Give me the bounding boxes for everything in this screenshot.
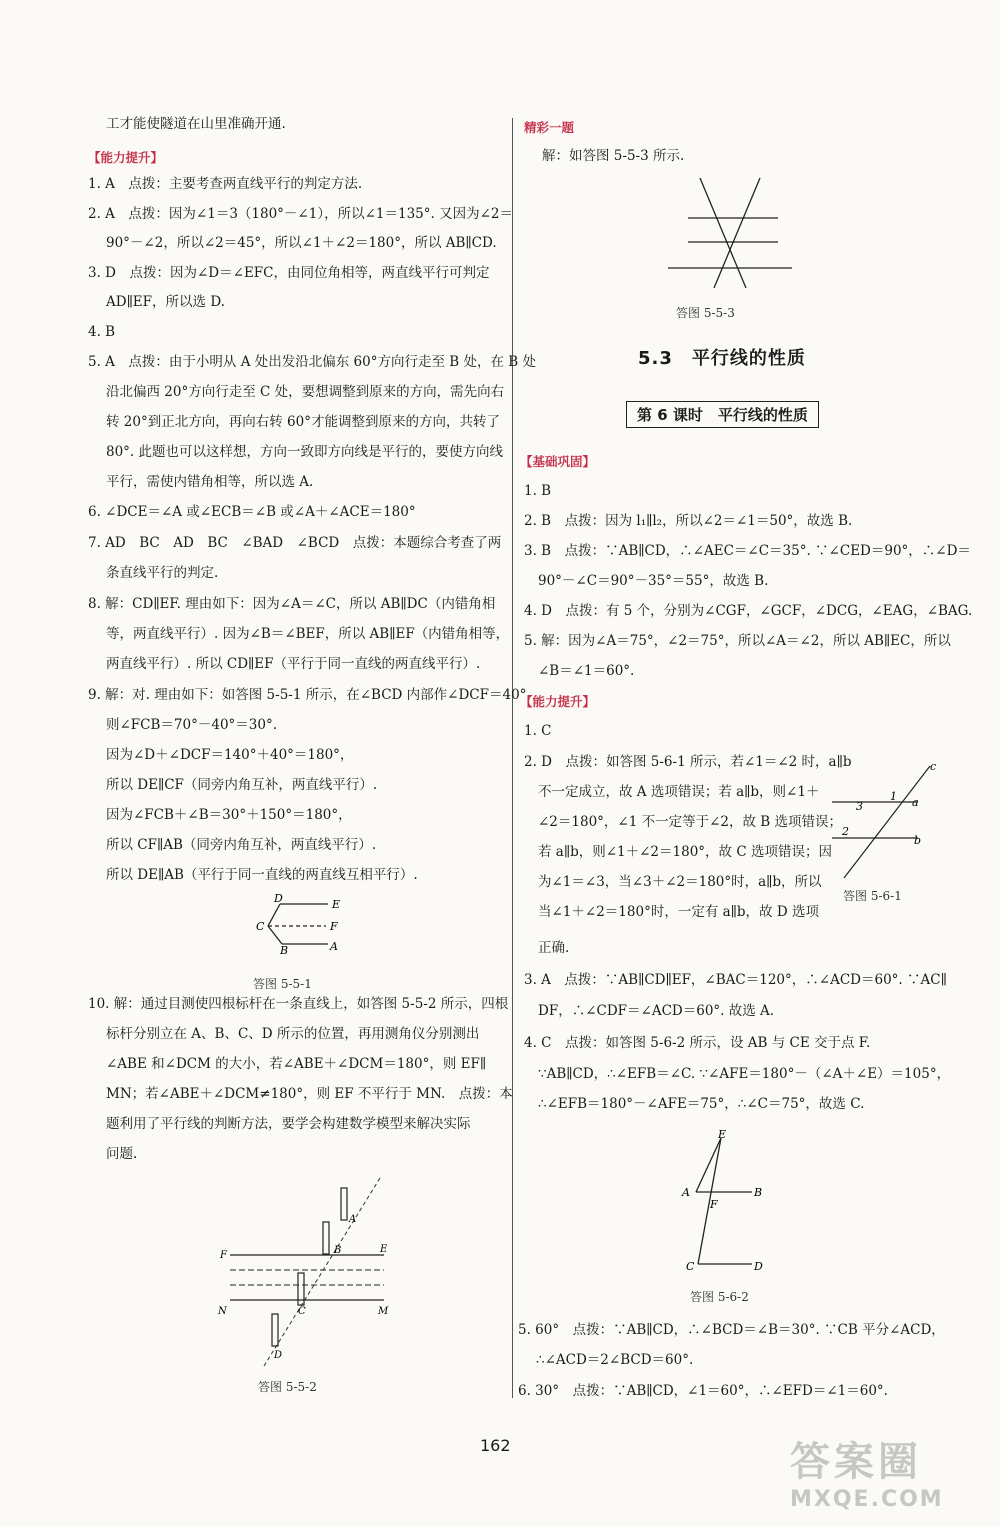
answer-3-cont: AD∥EF，所以选 D.	[106, 294, 225, 310]
answer-3: 3. A 点拨：∵AB∥CD∥EF，∠BAC＝120°，∴∠ACD＝60°. ∵AC∥	[524, 972, 947, 988]
answer-9-cont: 因为∠FCB＋∠B＝30°＋150°＝180°，	[106, 807, 352, 823]
answer-10-cont: ∠ABE 和∠DCM 的大小，若∠ABE＋∠DCM＝180°，则 EF∥	[106, 1056, 487, 1072]
answer-5: 5. A 点拨：由于小明从 A 处出发沿北偏东 60°方向行走至 B 处，在 B 处	[88, 354, 536, 370]
answer-10-cont: 标杆分别立在 A、B、C、D 所示的位置，再用测角仪分别测出	[106, 1026, 480, 1042]
label-n: N	[218, 1306, 227, 1317]
answer-10-cont: 题利用了平行线的判断方法，要学会构建数学模型来解决实际	[106, 1116, 471, 1132]
section-label-highlight: 精彩一题	[524, 120, 575, 135]
answer-10-cont: 问题.	[106, 1146, 138, 1162]
answer-6: 6. ∠DCE＝∠A 或∠ECB＝∠B 或∠A＋∠ACE＝180°	[88, 504, 416, 520]
answer-1: 1. C	[524, 723, 552, 739]
answer-1: 1. B	[524, 483, 552, 499]
figure-caption: 答图 5-6-2	[690, 1290, 749, 1304]
watermark-en: MXQE.COM	[790, 1487, 944, 1512]
label-b: b	[914, 834, 922, 847]
label-c: C	[686, 1260, 695, 1273]
answer-4-cont: ∵AB∥CD，∴∠EFB＝∠C. ∵∠AFE＝180°－（∠A＋∠E）＝105°，	[538, 1066, 951, 1082]
answer-9: 9. 解：对. 理由如下：如答图 5-5-1 所示，在∠BCD 内部作∠DCF＝40°，	[88, 687, 540, 703]
label-d: D	[274, 1350, 283, 1361]
answer-10: 10. 解：通过目测使四根标杆在一条直线上，如答图 5-5-2 所示，四根	[88, 996, 509, 1012]
sight-line	[264, 1178, 380, 1366]
answer-5: 5. 解：因为∠A＝75°，∠2＝75°，所以∠A＝∠2，所以 AB∥EC，所以	[524, 633, 951, 649]
lesson-title: 第 6 课时 平行线的性质	[626, 401, 819, 428]
answer-4: 4. B	[88, 324, 116, 340]
label-m: M	[378, 1306, 389, 1317]
answer-6: 6. 30° 点拨：∵AB∥CD，∠1＝60°，∴∠EFD＝∠1＝60°.	[518, 1383, 888, 1399]
answer-2-cont: 正确.	[538, 940, 570, 956]
section-label-basic: 【基础巩固】	[520, 454, 596, 469]
answer-8: 8. 解：CD∥EF. 理由如下：因为∠A＝∠C，所以 AB∥DC（内错角相	[88, 596, 496, 612]
line-cb	[268, 926, 282, 944]
answer-3: 3. D 点拨：因为∠D＝∠EFC，由同位角相等，两直线平行可判定	[88, 265, 490, 281]
figure-5-5-1	[250, 892, 360, 954]
answer-2-cont: 不一定成立，故 A 选项错误；若 a∥b，则∠1＋	[538, 784, 820, 800]
answer-5-cont: 沿北偏西 20°方向行走至 C 处，要想调整到原来的方向，需先向右	[106, 384, 505, 400]
answer-2: 2. A 点拨：因为∠1＝3（180°－∠1），所以∠1＝135°. 又因为∠2＝	[88, 206, 513, 222]
answer-8-cont: 等，两直线平行）. 因为∠B＝∠BEF，所以 AB∥EF（内错角相等，	[106, 626, 510, 642]
watermark-logo	[790, 1430, 990, 1522]
answer-3: 3. B 点拨：∵AB∥CD，∴∠AEC＝∠C＝35°. ∵∠CED＝90°，∴∠D＝	[524, 543, 971, 559]
answer-5-cont: 平行，需使内错角相等，所以选 A.	[106, 474, 314, 490]
angle-1-label: 1	[890, 790, 897, 803]
label-e: E	[332, 898, 341, 911]
label-f: F	[710, 1198, 718, 1211]
answer-4-cont: ∴∠EFB＝180°－∠AFE＝75°，∴∠C＝75°，故选 C.	[538, 1096, 865, 1112]
answer-5: 5. 60° 点拨：∵AB∥CD，∴∠BCD＝∠B＝30°. ∵CB 平分∠ACD，	[518, 1322, 945, 1338]
answer-2: 2. B 点拨：因为 l₁∥l₂，所以∠2＝∠1＝50°，故选 B.	[524, 513, 853, 529]
answer-4: 4. D 点拨：有 5 个，分别为∠CGF，∠GCF，∠DCG，∠EAG，∠BAG.	[524, 603, 973, 619]
label-e: E	[718, 1128, 727, 1141]
answer-2-cont: ∠2＝180°，∠1 不一定等于∠2，故 B 选项错误；	[538, 814, 843, 830]
label-d: D	[274, 892, 283, 905]
label-e: E	[380, 1244, 388, 1255]
pole-a	[341, 1188, 347, 1220]
line-dc	[268, 904, 280, 926]
answer-7: 7. AD BC AD BC ∠BAD ∠BCD 点拨：本题综合考查了两	[88, 535, 502, 551]
figure-5-6-1	[826, 758, 938, 886]
answer-5-cont: ∠B＝∠1＝60°.	[538, 663, 635, 679]
label-a: A	[682, 1186, 690, 1199]
label-f: F	[220, 1250, 227, 1261]
highlight-answer: 解：如答图 5-5-3 所示.	[542, 148, 685, 164]
answer-4: 4. C 点拨：如答图 5-6-2 所示，设 AB 与 CE 交于点 F.	[524, 1035, 871, 1051]
figure-5-5-3	[660, 170, 800, 298]
answer-9-cont: 所以 DE∥CF（同旁内角互补，两直线平行）.	[106, 777, 378, 793]
answer-3-cont: DF，∴∠CDF＝∠ACD＝60°. 故选 A.	[538, 1003, 775, 1019]
answer-3-cont: 90°－∠C＝90°－35°＝55°，故选 B.	[538, 573, 769, 589]
angle-2-label: 2	[842, 825, 849, 838]
figure-caption: 答图 5-5-2	[258, 1380, 317, 1394]
label-c: C	[298, 1306, 306, 1317]
text-line: 工才能使隧道在山里准确开通.	[106, 116, 286, 132]
answer-9-cont: 所以 CF∥AB（同旁内角互补，两直线平行）.	[106, 837, 377, 853]
angle-3-label: 3	[856, 800, 863, 813]
answer-2-cont: 若 a∥b，则∠1＋∠2＝180°，故 C 选项错误；因	[538, 844, 832, 860]
answer-8-cont: 两直线平行）. 所以 CD∥EF（平行于同一直线的两直线平行）.	[106, 656, 481, 672]
figure-caption: 答图 5-5-1	[253, 977, 312, 991]
pole-d	[272, 1314, 278, 1346]
pole-b	[323, 1222, 329, 1254]
label-a: A	[330, 940, 338, 953]
label-f: F	[330, 920, 338, 933]
answer-7-cont: 条直线平行的判定.	[106, 565, 219, 581]
answer-2: 2. D 点拨：如答图 5-6-1 所示，若∠1＝∠2 时，a∥b	[524, 754, 852, 770]
answer-9-cont: 所以 DE∥AB（平行于同一直线的两直线互相平行）.	[106, 867, 418, 883]
slant-line	[714, 178, 760, 288]
label-b: B	[280, 944, 289, 954]
line-ea	[696, 1138, 721, 1192]
answer-2-cont: 90°－∠2，所以∠2＝45°，所以∠1＋∠2＝180°，所以 AB∥CD.	[106, 235, 497, 251]
answer-5-cont: 80°. 此题也可以这样想，方向一致即方向线是平行的，要使方向线	[106, 444, 504, 460]
label-b: B	[754, 1186, 763, 1199]
line-c	[844, 766, 930, 878]
answer-9-cont: 因为∠D＋∠DCF＝140°＋40°＝180°，	[106, 747, 354, 763]
label-a: a	[912, 796, 919, 809]
answer-9-cont: 则∠FCB＝70°－40°＝30°.	[106, 717, 278, 733]
slant-line	[700, 178, 746, 288]
label-d: D	[754, 1260, 763, 1273]
answer-10-cont: MN；若∠ABE＋∠DCM≠180°，则 EF 不平行于 MN. 点拨：本	[106, 1086, 513, 1102]
figure-caption: 答图 5-6-1	[843, 889, 902, 903]
label-a: A	[349, 1214, 357, 1225]
label-c: C	[256, 920, 265, 933]
section-label-ability: 【能力提升】	[88, 150, 164, 165]
figure-5-6-2	[676, 1128, 796, 1278]
answer-2-cont: 当∠1＋∠2＝180°时，一定有 a∥b，故 D 选项	[538, 904, 819, 920]
answer-5-cont: 转 20°到正北方向，再向右转 60°才能调整到原来的方向，共转了	[106, 414, 500, 430]
answer-1: 1. A 点拨：主要考查两直线平行的判定方法.	[88, 176, 363, 192]
answer-2-cont: 为∠1＝∠3，当∠3＋∠2＝180°时，a∥b，所以	[538, 874, 822, 890]
figure-caption: 答图 5-5-3	[676, 306, 735, 320]
label-b: B	[334, 1245, 342, 1256]
watermark-cn: 答案圈	[790, 1439, 922, 1485]
column-divider	[512, 118, 513, 1398]
section-title: 5.3 平行线的性质	[638, 348, 806, 369]
section-label-ability: 【能力提升】	[520, 694, 596, 709]
answer-5-cont: ∴∠ACD＝2∠BCD＝60°.	[536, 1352, 694, 1368]
page-number: 162	[480, 1436, 511, 1455]
label-c: c	[930, 760, 937, 773]
figure-5-5-2	[212, 1170, 402, 1370]
